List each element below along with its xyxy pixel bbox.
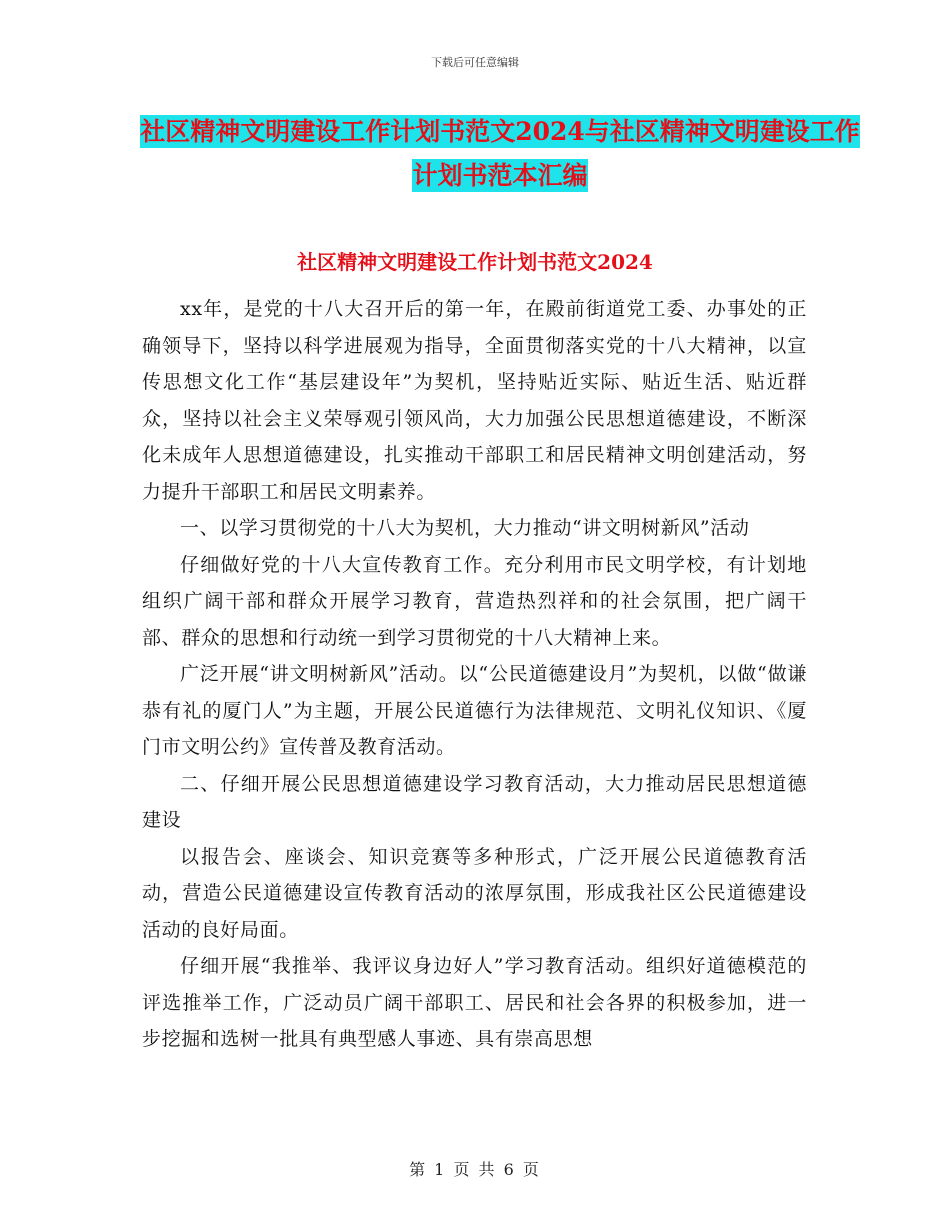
body-paragraph: 以报告会、座谈会、知识竞赛等多种形式，广泛开展公民道德教育活动，营造公民道德建设宣传教育活动的浓厚氛围，形成我社区公民道德建设活动的良好局面。 <box>142 845 807 941</box>
header-note: 下载后可任意编辑 <box>431 56 519 69</box>
body-paragraph: 广泛开展“讲文明树新风”活动。以“公民道德建设月”为契机，以做“做谦恭有礼的厦门人”为主题，开展公民道德行为法律规范、文明礼仪知识、《厦门市文明公约》宣传普及教育活动。 <box>142 663 807 758</box>
page-number-footer: 第 1 页 共 6 页 <box>409 1160 541 1179</box>
document-sub-title: 社区精神文明建设工作计划书范文2024 <box>297 250 653 274</box>
document-body <box>142 291 807 1058</box>
body-paragraph: 仔细做好党的十八大宣传教育工作。充分利用市民文明学校，有计划地组织广阔干部和群众开展学习教育，营造热烈祥和的社会氛围，把广阔干部、群众的思想和行动统一到学习贯彻党的十八大精神上来。 <box>142 553 807 649</box>
document-main-title <box>140 110 860 198</box>
body-paragraph: 仔细开展“我推举、我评议身边好人”学习教育活动。组织好道德模范的评选推举工作，广泛动员广阔干部职工、居民和社会各界的积极参加，进一步挖掘和选树一批具有典型感人事迹、具有崇高思想 <box>142 955 807 1050</box>
main-title-highlight: 社区精神文明建设工作计划书范文2024与社区精神文明建设工作计划书范本汇编 <box>140 117 860 190</box>
section-heading: 二、仔细开展公民思想道德建设学习教育活动，大力推动居民思想道德建设 <box>142 772 807 831</box>
body-paragraph: xx年，是党的十八大召开后的第一年，在殿前街道党工委、办事处的正确领导下，坚持以科学进展观为指导，全面贯彻落实党的十八大精神，以宣传思想文化工作“基层建设年”为契机，坚持贴近实际、贴近生活、贴近群众，坚持以社会主义荣辱观引领风尚，大力加强公民思想道德建设，不断深化未成年人思想道德建设，扎实推动干部职工和居民精神文明创建活动，努力提升干部职工和居民文明素养。 <box>142 298 807 503</box>
section-heading: 一、以学习贯彻党的十八大为契机，大力推动“讲文明树新风”活动 <box>180 517 750 539</box>
